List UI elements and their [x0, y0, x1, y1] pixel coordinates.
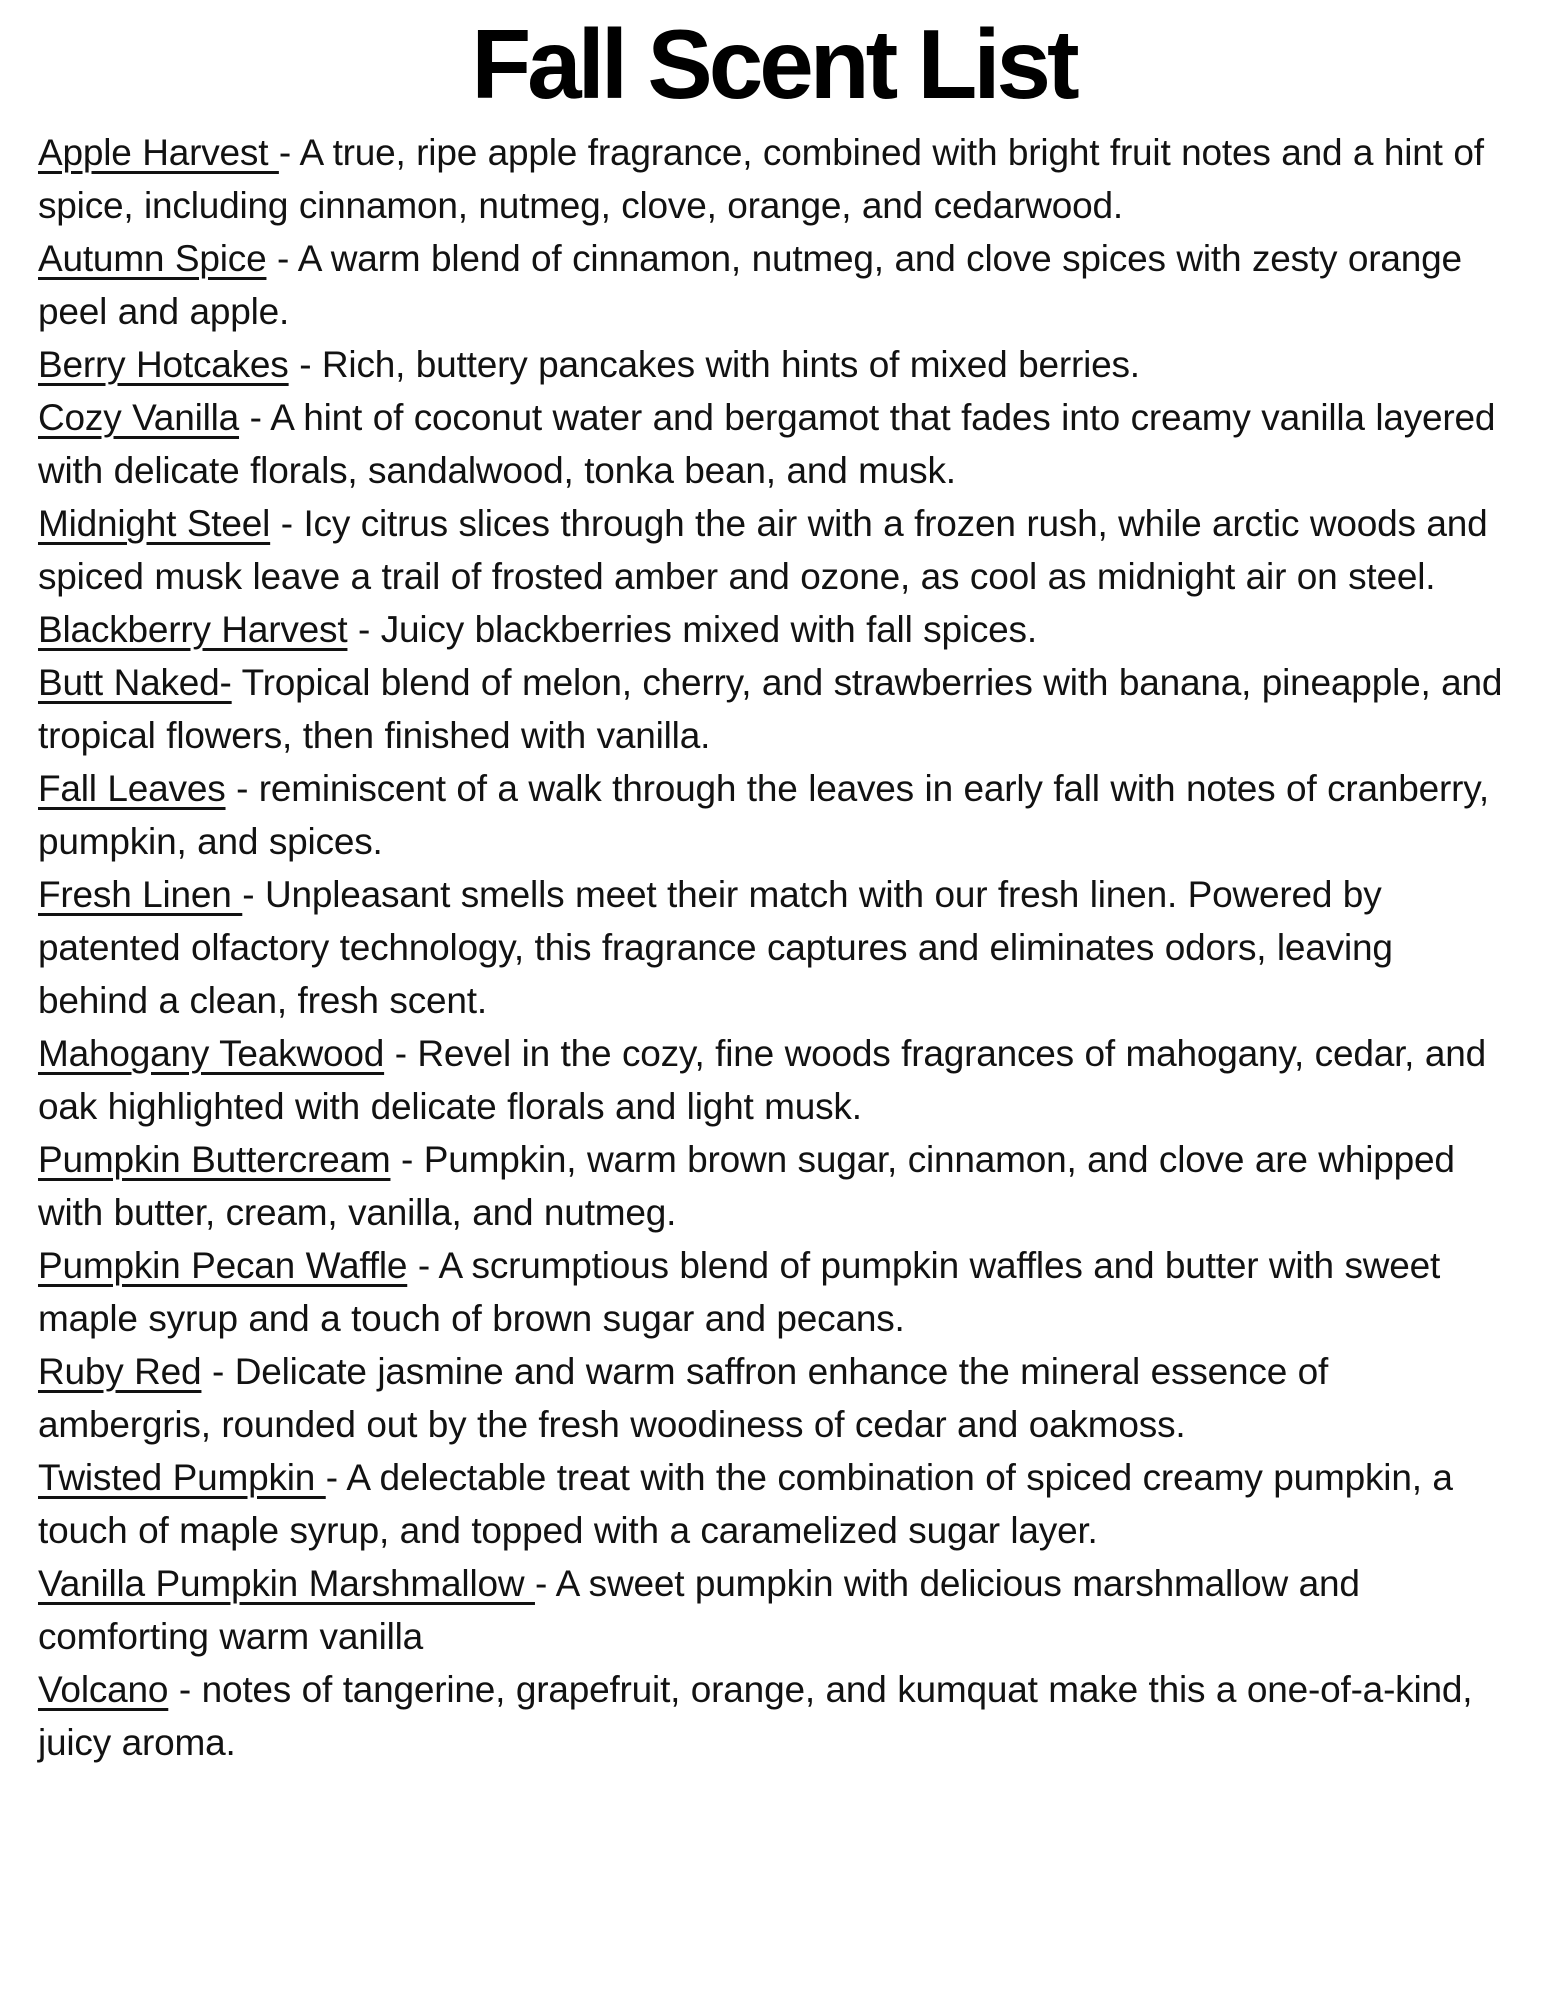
separator: - [347, 608, 381, 650]
scent-description: reminiscent of a walk through the leaves in early fall with notes of cranberry, pumpkin, and spices. [38, 767, 1489, 862]
separator: - [201, 1350, 235, 1392]
scent-name: Cozy Vanilla [38, 396, 240, 438]
separator [232, 662, 242, 703]
scent-description: A delectable treat with the combination of spiced creamy pumpkin, a touch of maple syrup, and topped with a caramelized sugar layer. [38, 1456, 1453, 1551]
scent-name: Volcano [38, 1668, 169, 1710]
scent-name: Pumpkin Buttercream [38, 1138, 391, 1180]
scent-description: Icy citrus slices through the air with a frozen rush, while arctic woods and spiced musk leave a trail of frosted amber and ozone, as cool as midnight air on steel. [38, 502, 1488, 597]
scent-description: Rich, buttery pancakes with hints of mixed berries. [321, 343, 1140, 385]
separator: - [270, 502, 304, 544]
scent-description: Juicy blackberries mixed with fall spices. [380, 608, 1037, 650]
scent-name: Mahogany Teakwood [38, 1032, 385, 1074]
scent-description: notes of tangerine, grapefruit, orange, and kumquat make this a one-of-a-kind, juicy aroma. [38, 1668, 1473, 1763]
scent-name: Pumpkin Pecan Waffle [38, 1244, 408, 1286]
separator: - [266, 237, 298, 279]
scent-entry [38, 497, 1509, 603]
scent-entry [38, 1345, 1509, 1451]
scent-entry [38, 232, 1509, 338]
scent-entry [38, 603, 1509, 656]
scent-description: Unpleasant smells meet their match with our fresh linen. Powered by patented olfactory technology, this fragrance captures and eliminates odors, leaving behind a clean, fresh scent. [38, 873, 1393, 1021]
scent-name: Blackberry Harvest [38, 608, 348, 650]
scent-entry [38, 656, 1509, 762]
scent-name: Ruby Red [38, 1350, 202, 1392]
scent-entry [38, 1557, 1509, 1663]
scent-entry [38, 338, 1509, 391]
separator: - [225, 767, 259, 809]
separator: - [242, 873, 265, 915]
scent-name: Fall Leaves [38, 767, 226, 809]
scent-entry [38, 1451, 1509, 1557]
scent-description: A true, ripe apple fragrance, combined with bright fruit notes and a hint of spice, including cinnamon, nutmeg, clove, orange, and cedarwood. [38, 131, 1484, 226]
separator: - [384, 1032, 418, 1074]
scent-name: Autumn Spice [38, 237, 267, 279]
scent-list [38, 126, 1509, 1769]
separator: - [325, 1456, 347, 1498]
separator: - [390, 1138, 424, 1180]
scent-description: Delicate jasmine and warm saffron enhance the mineral essence of ambergris, rounded out by the fresh woodiness of cedar and oakmoss. [38, 1350, 1329, 1445]
separator: - [239, 396, 271, 438]
scent-name: Fresh Linen [38, 873, 243, 915]
separator: - [534, 1562, 556, 1604]
scent-description: A sweet pumpkin with delicious marshmallow and comforting warm vanilla [38, 1562, 1360, 1657]
separator: - [288, 343, 322, 385]
scent-entry [38, 126, 1509, 232]
scent-description: A hint of coconut water and bergamot that fades into creamy vanilla layered with delicate florals, sandalwood, tonka bean, and musk. [38, 396, 1496, 491]
scent-entry [38, 1239, 1509, 1345]
scent-entry [38, 391, 1509, 497]
separator: - [407, 1244, 439, 1286]
scent-entry [38, 1133, 1509, 1239]
scent-entry [38, 868, 1509, 1027]
scent-description: Tropical blend of melon, cherry, and strawberries with banana, pineapple, and tropical flowers, then finished with vanilla. [38, 661, 1503, 756]
scent-name: Apple Harvest [38, 131, 279, 173]
scent-description: A warm blend of cinnamon, nutmeg, and clove spices with zesty orange peel and apple. [38, 237, 1462, 332]
scent-name: Vanilla Pumpkin Marshmallow [38, 1562, 535, 1604]
scent-entry [38, 1027, 1509, 1133]
scent-entry [38, 1663, 1509, 1769]
scent-description: Revel in the cozy, fine woods fragrances of mahogany, cedar, and oak highlighted with delicate florals and light musk. [38, 1032, 1486, 1127]
separator: - [278, 131, 300, 173]
separator: - [168, 1668, 202, 1710]
scent-name: Midnight Steel [38, 502, 271, 544]
scent-name: Berry Hotcakes [38, 343, 289, 385]
scent-entry [38, 762, 1509, 868]
scent-description: Pumpkin, warm brown sugar, cinnamon, and clove are whipped with butter, cream, vanilla, and nutmeg. [38, 1138, 1455, 1233]
page-title: Fall Scent List [471, 9, 1076, 119]
scent-name: Twisted Pumpkin [38, 1456, 326, 1498]
scent-description: A scrumptious blend of pumpkin waffles and butter with sweet maple syrup and a touch of brown sugar and pecans. [38, 1244, 1441, 1339]
scent-name: Butt Naked- [38, 661, 232, 703]
